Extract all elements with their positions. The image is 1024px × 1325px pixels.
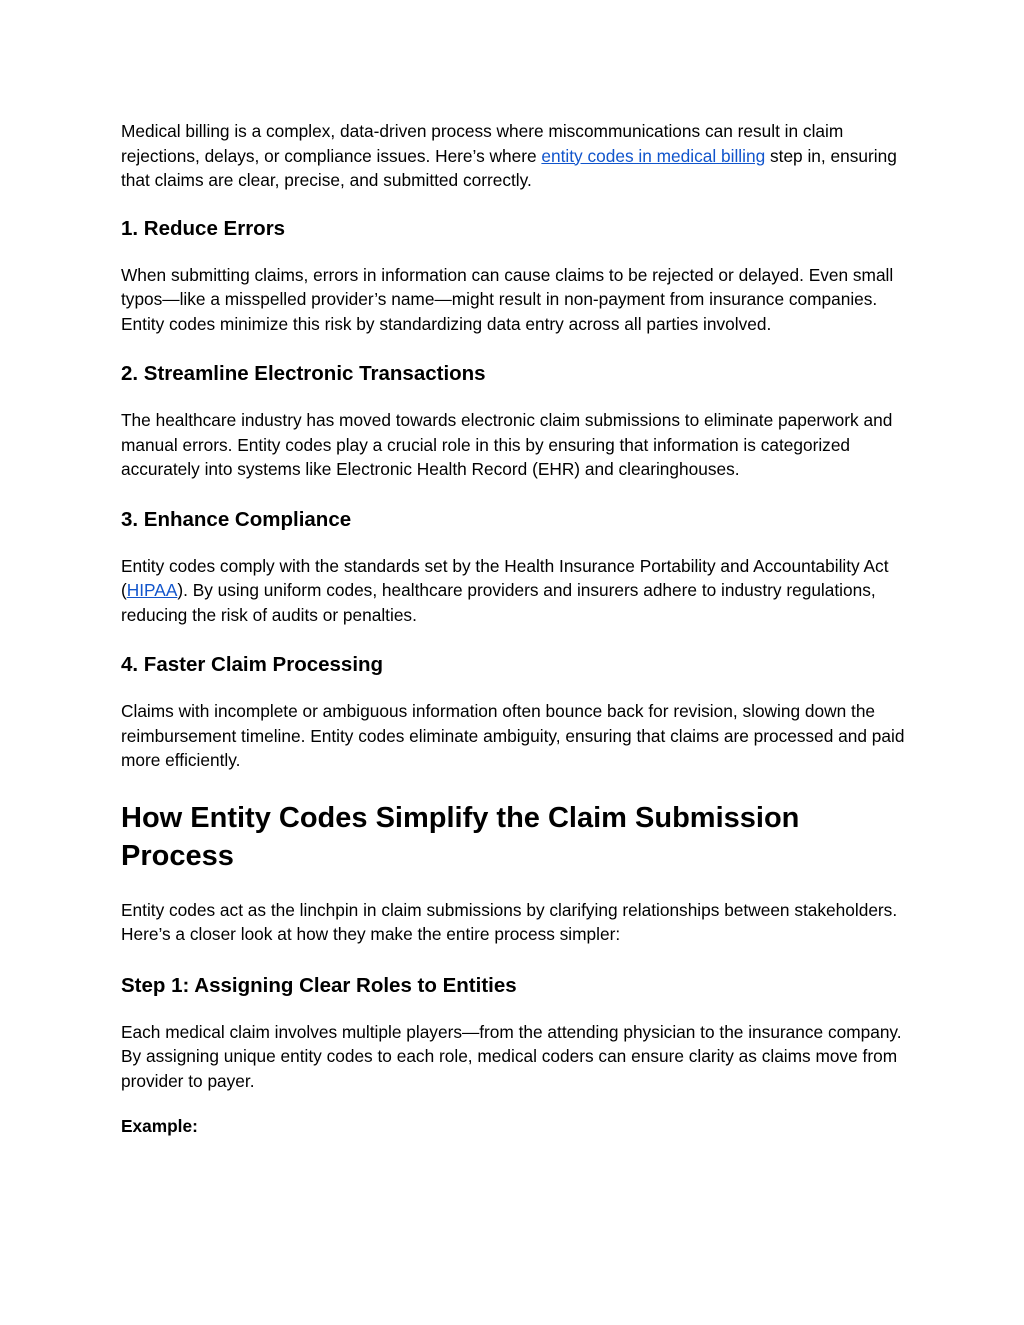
- compliance-text-before: Entity codes comply with the standards set by the Health Insurance Portability and Accountability Act (: [121, 555, 889, 600]
- section-heading-compliance: 3. Enhance Compliance: [121, 507, 352, 531]
- section-body-streamline: The healthcare industry has moved towards electronic claim submissions to eliminate paperwork and manual errors. Entity codes play a crucial role in this by ensuring that information is categorized accurately into systems like Electronic Health Record (EHR) and clearinghouses.: [121, 410, 893, 479]
- document-page: [121, 119, 911, 1139]
- main-section-heading: How Entity Codes Simplify the Claim Submission Process: [121, 801, 800, 872]
- step1-body: Each medical claim involves multiple players—from the attending physician to the insurance company. By assigning unique entity codes to each role, medical coders can ensure clarity as claims move from provider to payer.: [121, 1021, 902, 1091]
- hipaa-link[interactable]: HIPAA: [126, 580, 178, 600]
- intro-text-before: Medical billing is a complex, data-driven process where miscommunications can result in claim rejections, delays, or compliance issues. Here’s where: [121, 121, 844, 166]
- section-body-reduce-errors: When submitting claims, errors in information can cause claims to be rejected or delayed. Even small typos—like a misspelled provider’s name—might result in non-payment from insurance companies. Entity codes minimize this risk by standardizing data entry across all parties involved.: [121, 264, 894, 334]
- compliance-text-after: ). By using uniform codes, healthcare providers and insurers adhere to industry regulations, reducing the risk of audits or penalties.: [121, 580, 876, 625]
- entity-codes-link[interactable]: entity codes in medical billing: [541, 145, 766, 166]
- section-heading-streamline: 2. Streamline Electronic Transactions: [121, 362, 486, 385]
- main-section-body: Entity codes act as the linchpin in claim submissions by clarifying relationships between stakeholders. Here’s a closer look at how they make the entire process simpler:: [121, 899, 898, 944]
- section-heading-faster-processing: 4. Faster Claim Processing: [121, 653, 384, 676]
- section-body-compliance: [121, 554, 911, 628]
- example-label: Example:: [121, 1116, 198, 1136]
- section-body-faster-processing: Claims with incomplete or ambiguous information often bounce back for revision, slowing down the reimbursement timeline. Entity codes eliminate ambiguity, ensuring that claims are processed and paid more efficiently.: [121, 701, 905, 770]
- section-heading-reduce-errors: 1. Reduce Errors: [121, 216, 286, 240]
- intro-text-after: step in, ensuring that claims are clear, precise, and submitted correctly.: [121, 145, 897, 190]
- step1-heading: Step 1: Assigning Clear Roles to Entities: [121, 973, 517, 997]
- intro-paragraph: [121, 119, 911, 193]
